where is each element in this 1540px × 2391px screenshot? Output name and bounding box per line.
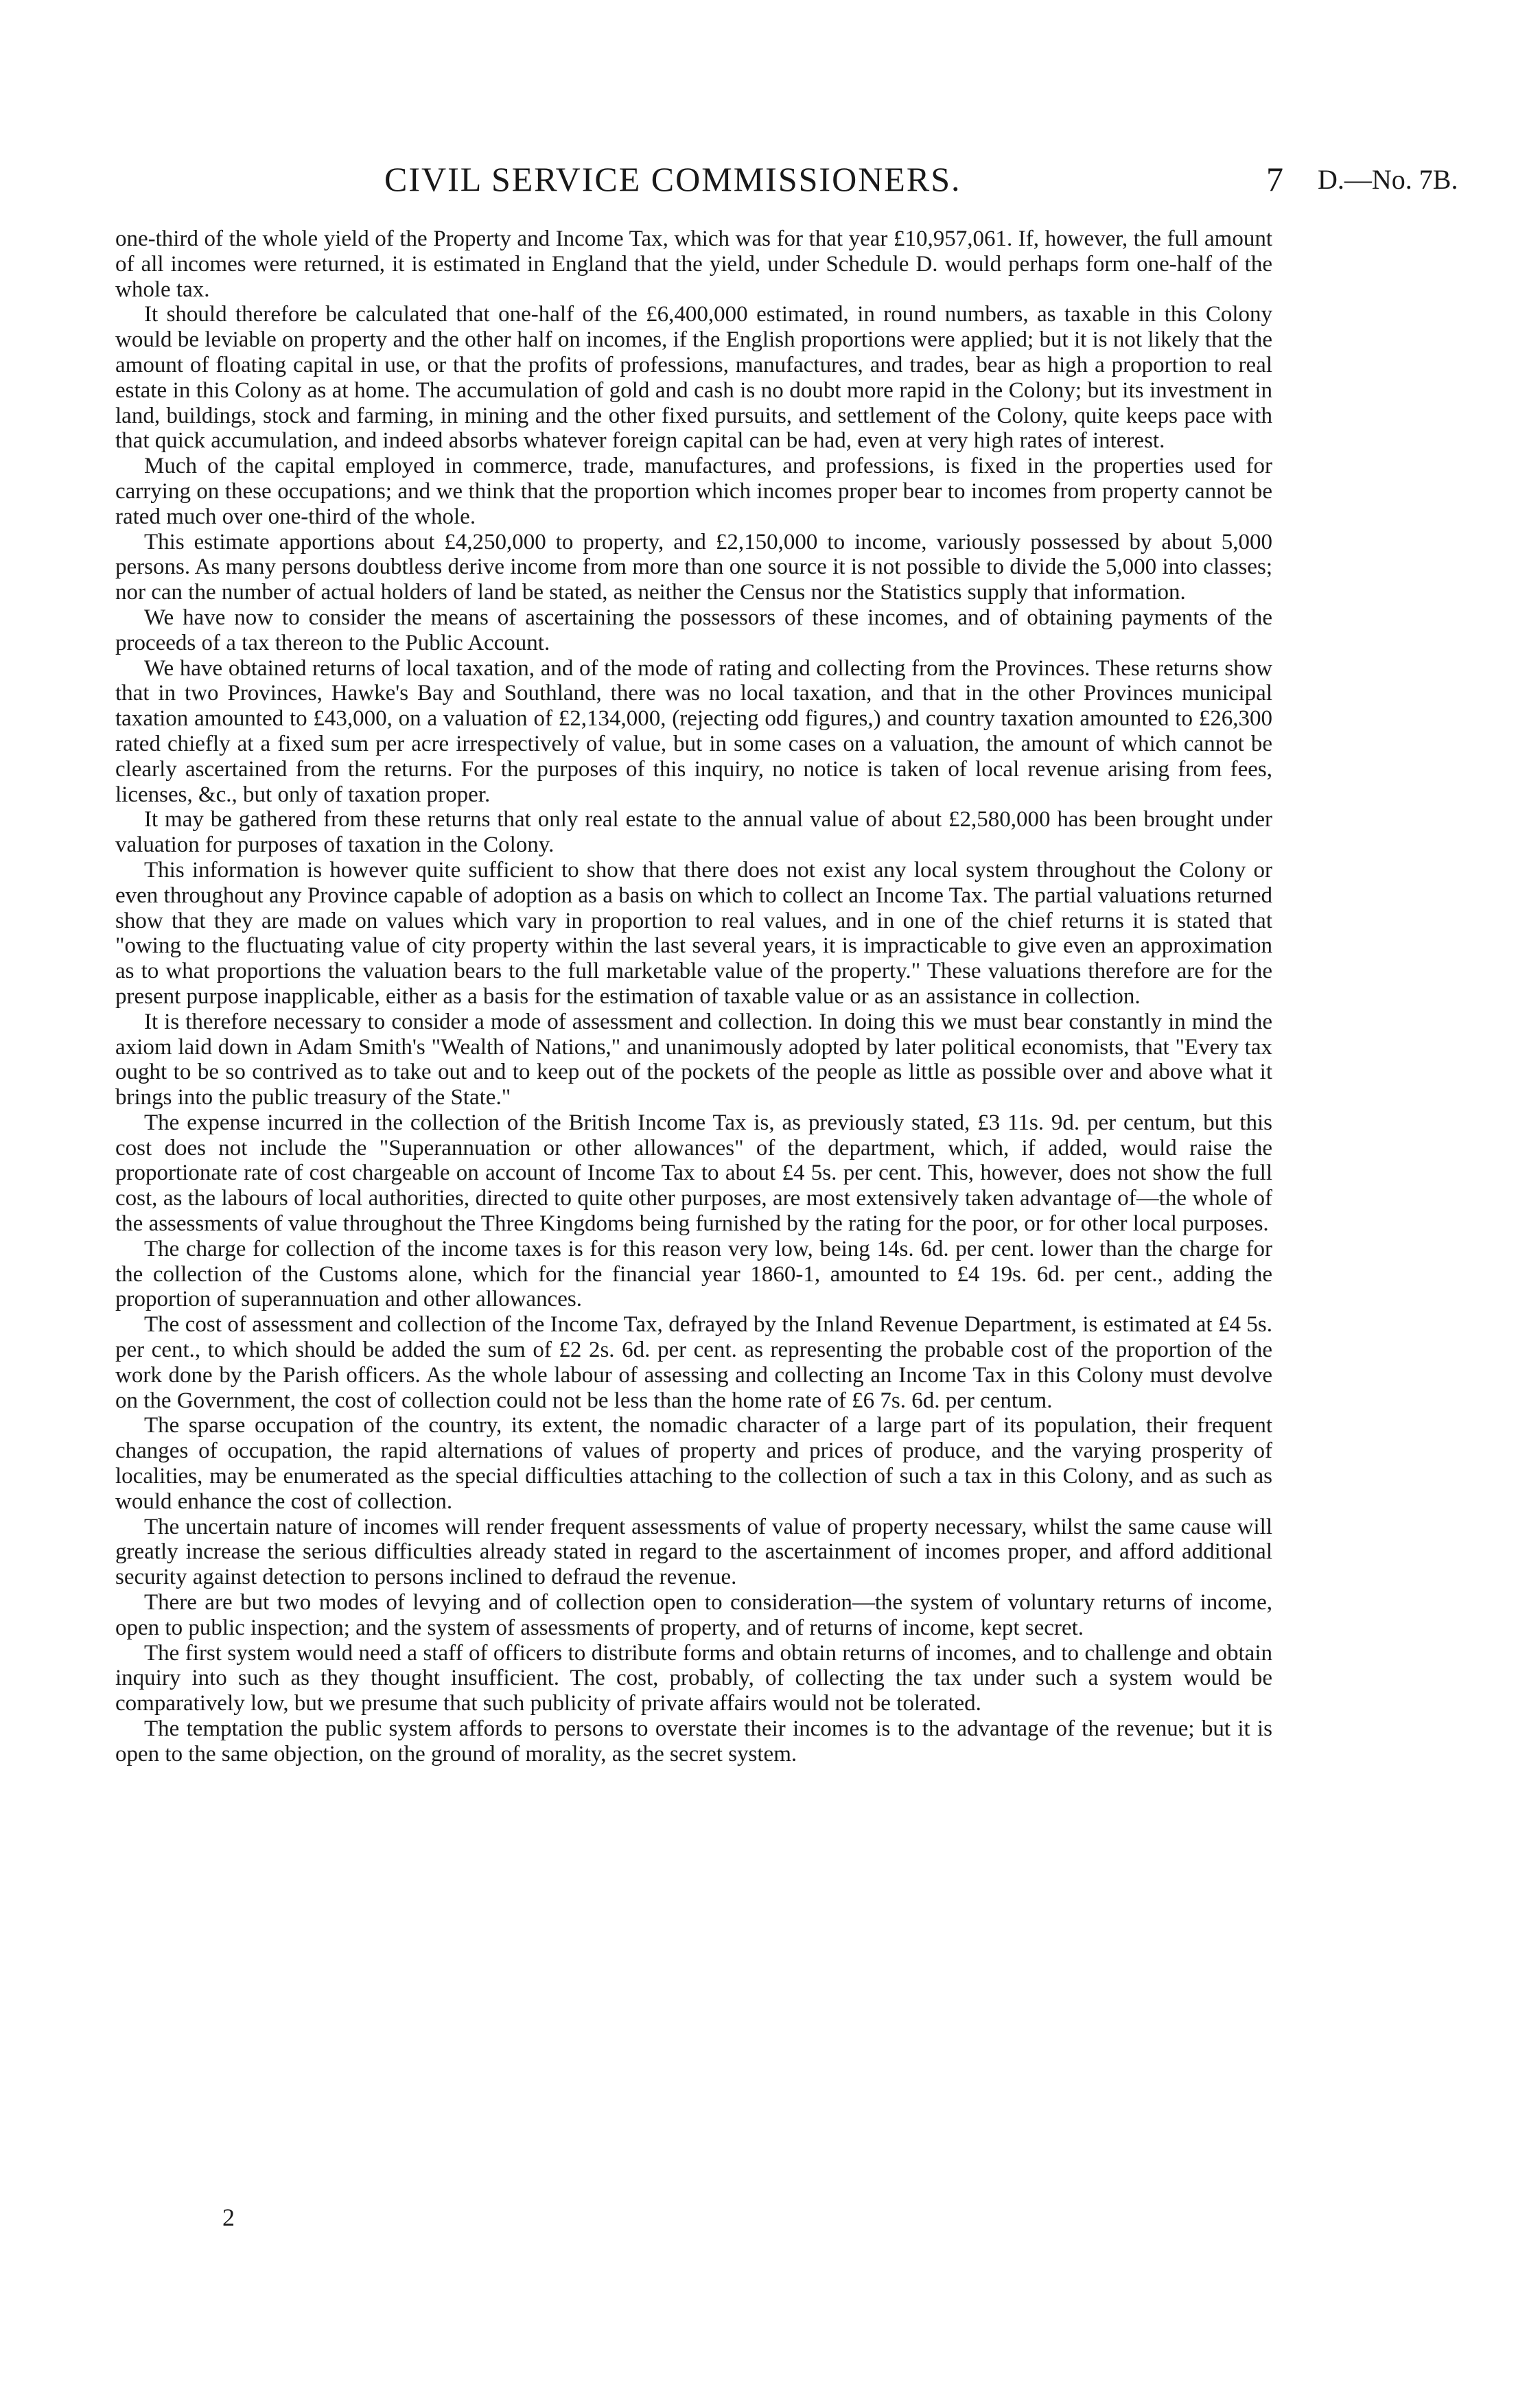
paragraph: It should therefore be calculated that one-half of the £6,400,000 estimated, in round numbers, as taxable in this Colony would be leviable on property and the other half on incomes, if the English proportions were applied; but it is not likely that the amount of floating capital in use, or that the profits of professions, manufactures, and trades, bear as high a proportion to real estate in this Colony as at home. The accumulation of gold and cash is no doubt more rapid in the Colony; but its investment in land, buildings, stock and farming, in mining and the other fixed pursuits, and settlement of the Colony, quite keeps pace with that quick accumulation, and indeed absorbs whatever foreign capital can be had, even at very high rates of interest.	[115, 302, 1272, 454]
paragraph: Much of the capital employed in commerce, trade, manufactures, and professions, is fixed in the properties used for carrying on these occupations; and we think that the proportion which incomes proper bear to incomes from property cannot be rated much over one-third of the whole.	[115, 454, 1272, 529]
paragraph: The expense incurred in the collection of the British Income Tax is, as previously stated, £3 11s. 9d. per centum, but this cost does not include the "Superannuation or other allowances" of the department, which, if added, would raise the proportionate rate of cost chargeable on account of Income Tax to about £4 5s. per cent. This, however, does not show the full cost, as the labours of local authorities, directed to quite other purposes, are most extensively taken advantage of—the whole of the assessments of value throughout the Three Kingdoms being furnished by the rating for the poor, or for other local purposes.	[115, 1110, 1272, 1237]
page-number: 7	[1266, 160, 1283, 198]
paragraph: We have obtained returns of local taxation, and of the mode of rating and collecting from the Provinces. These returns show that in two Provinces, Hawke's Bay and Southland, there was no local taxation, and that in the other Provinces municipal taxation amounted to £43,000, on a valuation of £2,134,000, (rejecting odd figures,) and country taxation amounted to £26,300 rated chiefly at a fixed sum per acre irrespectively of value, but in some cases on a valuation, the amount of which cannot be clearly ascertained from the returns. For the purposes of this inquiry, no notice is taken of local revenue arising from fees, licenses, &c., but only of taxation proper.	[115, 655, 1272, 807]
paragraph: It is therefore necessary to consider a mode of assessment and collection. In doing this we must bear constantly in mind the axiom laid down in Adam Smith's "Wealth of Nations," and unanimously adopted by later political economists, that "Every tax ought to be so contrived as to take out and to keep out of the pockets of the people as little as possible over and above what it brings into the public treasury of the State."	[115, 1009, 1272, 1110]
paragraph: We have now to consider the means of ascertaining the possessors of these incomes, and of obtaining payments of the proceeds of a tax thereon to the Public Account.	[115, 605, 1272, 655]
paragraph: This information is however quite sufficient to show that there does not exist any local system throughout the Colony or even throughout any Province capable of adoption as a basis on which to collect an Income Tax. The partial valuations returned show that they are made on values which vary in proportion to real values, and in one of the chief returns it is stated that "owing to the fluctuating value of city property within the last several years, it is impracticable to give even an approximation as to what proportions the valuation bears to the full marketable value of the property." These valuations therefore are for the present purpose inapplicable, either as a basis for the estimation of taxable value or as an assistance in collection.	[115, 857, 1272, 1009]
page-header	[0, 159, 1540, 200]
paragraph: There are but two modes of levying and of collection open to consideration—the system of voluntary returns of income, open to public inspection; and the system of assessments of property, and of returns of income, kept secret.	[115, 1590, 1272, 1640]
paragraph: The temptation the public system affords to persons to overstate their incomes is to the advantage of the revenue; but it is open to the same objection, on the ground of morality, as the secret system.	[115, 1716, 1272, 1766]
sheet-signature: 2	[222, 2204, 235, 2231]
paragraph: It may be gathered from these returns that only real estate to the annual value of about £2,580,000 has been brought under valuation for purposes of taxation in the Colony.	[115, 807, 1272, 858]
body-text	[115, 226, 1272, 1767]
paragraph: one-third of the whole yield of the Property and Income Tax, which was for that year £10,957,061. If, however, the full amount of all incomes were returned, it is estimated in England that the yield, under Schedule D. would perhaps form one-half of the whole tax.	[115, 226, 1272, 302]
paragraph: The uncertain nature of incomes will render frequent assessments of value of property necessary, whilst the same cause will greatly increase the serious difficulties already stated in regard to the ascertainment of incomes proper, and afford additional security against detection to persons inclined to defraud the revenue.	[115, 1514, 1272, 1590]
paragraph: The sparse occupation of the country, its extent, the nomadic character of a large part of its population, their frequent changes of occupation, the rapid alternations of values of property and prices of produce, and the varying prosperity of localities, may be enumerated as the special difficulties attaching to the collection of such a tax in this Colony, and as such as would enhance the cost of collection.	[115, 1413, 1272, 1514]
paragraph: The cost of assessment and collection of the Income Tax, defrayed by the Inland Revenue Department, is estimated at £4 5s. per cent., to which should be added the sum of £2 2s. 6d. per cent. as representing the probable cost of the proportion of the work done by the Parish officers. As the whole labour of assessing and collecting an Income Tax in this Colony must devolve on the Government, the cost of collection could not be less than the home rate of £6 7s. 6d. per centum.	[115, 1312, 1272, 1413]
running-title: CIVIL SERVICE COMMISSIONERS.	[384, 160, 961, 198]
paragraph: This estimate apportions about £4,250,000 to property, and £2,150,000 to income, variously possessed by about 5,000 persons. As many persons doubtless derive income from more than one source it is not possible to divide the 5,000 into classes; nor can the number of actual holders of land be stated, as neither the Census nor the Statistics supply that information.	[115, 529, 1272, 605]
paragraph: The first system would need a staff of officers to distribute forms and obtain returns of incomes, and to challenge and obtain inquiry into such as they thought insufficient. The cost, probably, of collecting the tax under such a system would be comparatively low, but we presume that such publicity of private affairs would not be tolerated.	[115, 1640, 1272, 1716]
document-reference: D.—No. 7B.	[1318, 164, 1458, 195]
paragraph: The charge for collection of the income taxes is for this reason very low, being 14s. 6d. per cent. lower than the charge for the collection of the Customs alone, which for the financial year 1860-1, amounted to £4 19s. 6d. per cent., adding the proportion of superannuation and other allowances.	[115, 1236, 1272, 1312]
